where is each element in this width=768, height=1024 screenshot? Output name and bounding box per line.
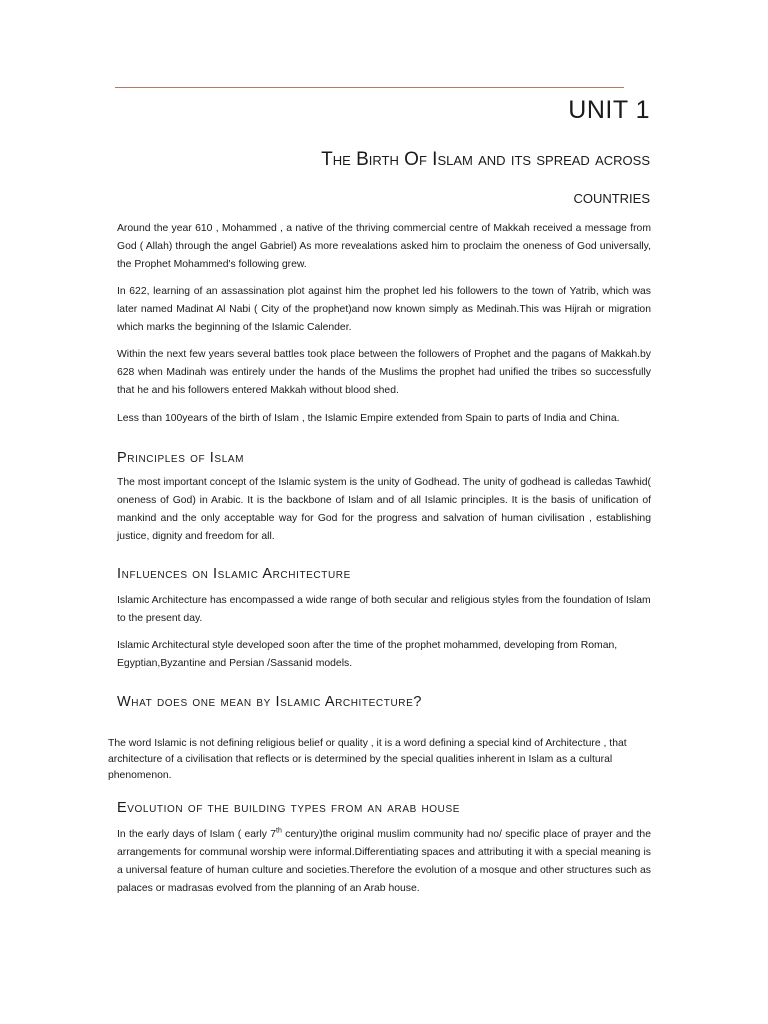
intro-paragraph-4: Less than 100years of the birth of Islam , the Islamic Empire extended from Spain to parts of India and China. <box>117 413 620 424</box>
page-title <box>130 141 650 217</box>
intro-paragraph-3: Within the next few years several battles took place between the followers of Prophet and the pagans of Makkah.by 628 when Madinah was entirely under the hands of the Muslims the prophet had unified the tribes so successfully that he and his followers entered Makkah without blood shed. <box>117 349 651 396</box>
page-title-line1: The Birth Of Islam and its spread across <box>321 149 650 170</box>
principles-heading: Principles of Islam <box>117 450 245 466</box>
influences-paragraph-1: Islamic Architecture has encompassed a wide range of both secular and religious styles from the foundation of Islam to the present day. <box>117 595 651 624</box>
evolution-superscript: th <box>276 827 282 835</box>
page-title-line2: countries <box>573 187 650 208</box>
evolution-text-end: century)the original muslim community had no/ specific place of prayer and the arrangements for communal worship were informal.Differentiating spaces and attributing it with a special meaning is a universal feature of human culture and societies.Therefore the evolution of a mosque and other structures such as palaces or madrasas evolved from the planning of an Arab house. <box>117 829 651 894</box>
influences-paragraph-2: Islamic Architectural style developed soon after the time of the prophet mohammed, developing from Roman, Egyptian,Byzantine and Persian /Sassanid models. <box>117 640 618 669</box>
intro-paragraph-2: In 622, learning of an assassination plot against him the prophet led his followers to the town of Yatrib, which was later named Madinat Al Nabi ( City of the prophet)and now known simply as Medinah.This was Hijrah or migration which marks the beginning of the Islamic Calender. <box>117 286 651 333</box>
evolution-paragraph <box>117 826 651 898</box>
principles-paragraph: The most important concept of the Islamic system is the unity of Godhead. The unity of godhead is calledas Tawhid( oneness of God) in Arabic. It is the backbone of Islam and of all Islamic principles. It is the basis of unification of mankind and the only acceptable way for God for the progress and salvation of human civilisation , establishing justice, dignity and freedom for all. <box>117 477 651 542</box>
evolution-text-start: In the early days of Islam ( early 7 <box>117 829 277 840</box>
influences-heading: Influences on Islamic Architecture <box>117 566 351 582</box>
header-rule <box>115 87 624 88</box>
intro-paragraph-1: Around the year 610 , Mohammed , a native of the thriving commercial centre of Makkah received a message from God ( Allah) through the angel Gabriel) As more revealations asked him to proclaim the oneness of God universally, the Prophet Mohammed's following grew. <box>117 223 651 270</box>
evolution-heading: Evolution of the building types from an arab house <box>117 800 461 816</box>
meaning-paragraph: The word Islamic is not defining religious belief or quality , it is a word defining a special kind of Architecture , that architecture of a civilisation that reflects or is determined by the special qualities inherent in Islam as a cultural phenomenon. <box>108 738 627 781</box>
meaning-heading: What does one mean by Islamic Architecture? <box>117 694 423 710</box>
unit-label: UNIT 1 <box>568 96 650 124</box>
